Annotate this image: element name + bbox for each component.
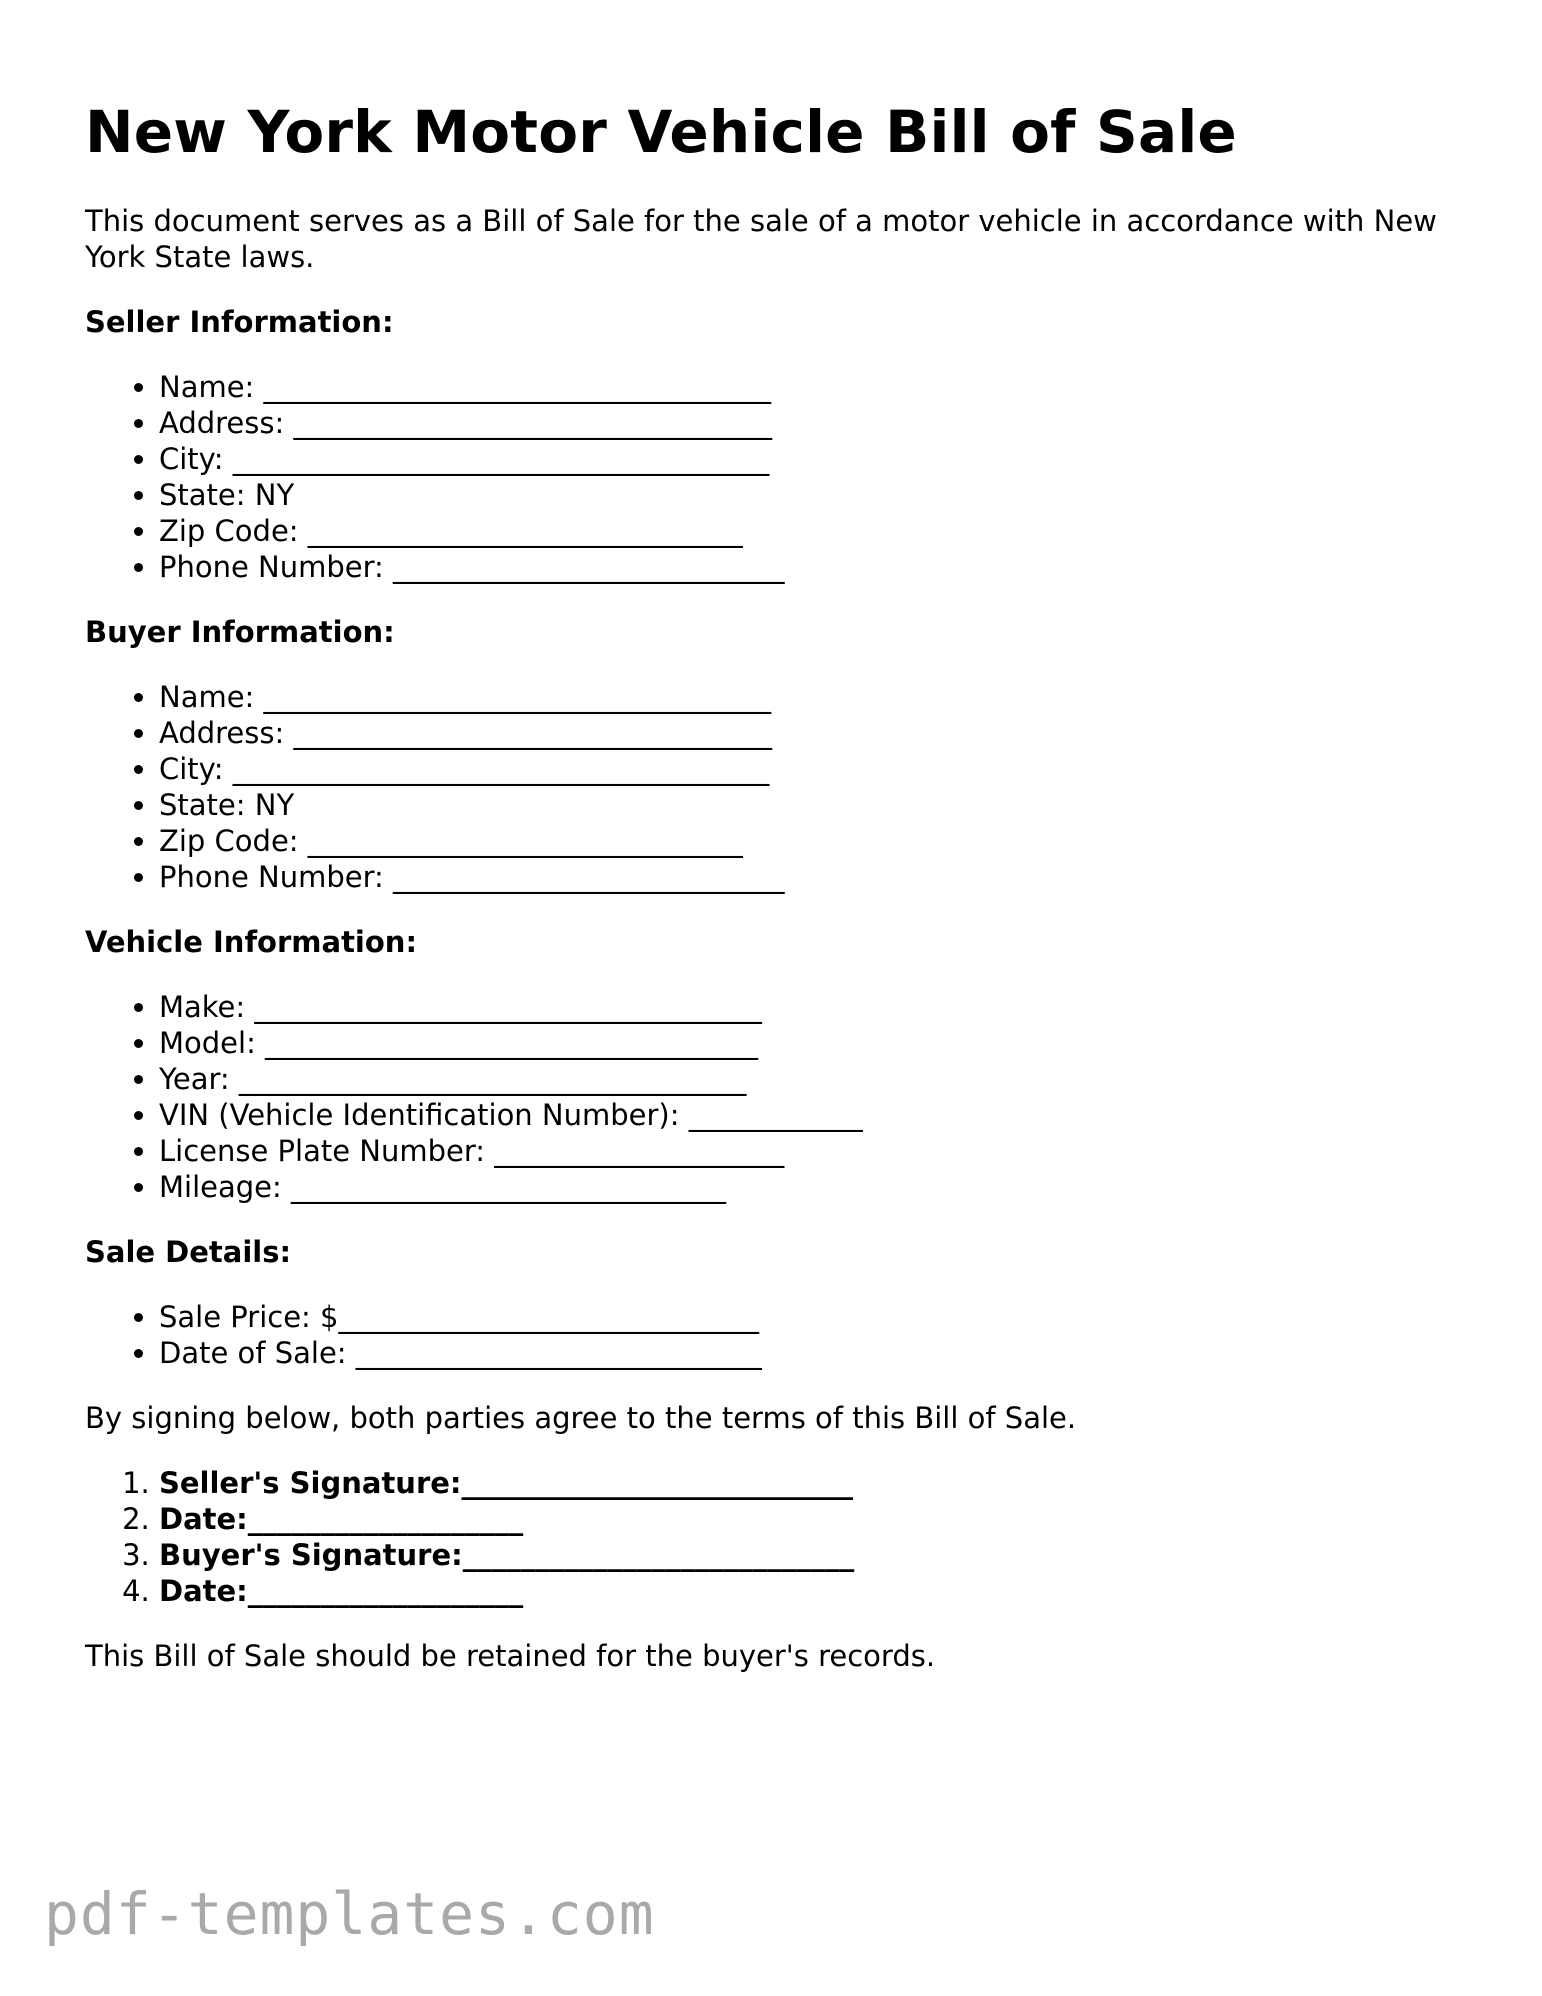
- seller-name-field: • Name: ___________________________________: [159, 369, 1465, 405]
- buyer-zip-field: • Zip Code: ______________________________: [159, 823, 1465, 859]
- vehicle-vin-field: • VIN (Vehicle Identification Number): ____________: [159, 1097, 1465, 1133]
- buyer-phone-field: • Phone Number: ___________________________: [159, 859, 1465, 895]
- vehicle-mileage-field: • Mileage: ______________________________: [159, 1169, 1465, 1205]
- agreement-paragraph: By signing below, both parties agree to the terms of this Bill of Sale.: [85, 1400, 1077, 1435]
- buyer-heading: Buyer Information:: [85, 614, 395, 649]
- buyer-signature-field: 3. Buyer's Signature:___________________________: [159, 1537, 1465, 1573]
- seller-address-field: • Address: _________________________________: [159, 405, 1465, 441]
- vehicle-make-field: • Make: ___________________________________: [159, 989, 1465, 1025]
- seller-heading: Seller Information:: [85, 304, 394, 339]
- buyer-state-field: • State: NY: [159, 787, 1465, 823]
- buyer-date-field: 4. Date:___________________: [159, 1573, 1465, 1609]
- buyer-name-field: • Name: ___________________________________: [159, 679, 1465, 715]
- seller-list: [85, 369, 1465, 585]
- watermark-text: pdf-templates.com: [44, 1880, 655, 1948]
- seller-zip-field: • Zip Code: ______________________________: [159, 513, 1465, 549]
- buyer-address-field: • Address: _________________________________: [159, 715, 1465, 751]
- vehicle-list: [85, 989, 1465, 1205]
- seller-state-field: • State: NY: [159, 477, 1465, 513]
- sale-date-field: • Date of Sale: ____________________________: [159, 1335, 1465, 1371]
- signature-list: [85, 1465, 1465, 1609]
- buyer-list: [85, 679, 1465, 895]
- sale-list: [85, 1299, 1465, 1371]
- buyer-city-field: • City: _____________________________________: [159, 751, 1465, 787]
- document-page: [85, 96, 1465, 1674]
- closing-paragraph: This Bill of Sale should be retained for the buyer's records.: [85, 1638, 936, 1673]
- intro-paragraph: This document serves as a Bill of Sale for the sale of a motor vehicle in accordance with New York State laws.: [85, 203, 1437, 274]
- sale-heading: Sale Details:: [85, 1234, 292, 1269]
- seller-city-field: • City: _____________________________________: [159, 441, 1465, 477]
- document-title: New York Motor Vehicle Bill of Sale: [85, 98, 1237, 166]
- seller-signature-field: 1. Seller's Signature:___________________________: [159, 1465, 1465, 1501]
- vehicle-plate-field: • License Plate Number: ____________________: [159, 1133, 1465, 1169]
- vehicle-year-field: • Year: ___________________________________: [159, 1061, 1465, 1097]
- seller-phone-field: • Phone Number: ___________________________: [159, 549, 1465, 585]
- vehicle-model-field: • Model: __________________________________: [159, 1025, 1465, 1061]
- seller-date-field: 2. Date:___________________: [159, 1501, 1465, 1537]
- sale-price-field: • Sale Price: $_____________________________: [159, 1299, 1465, 1335]
- vehicle-heading: Vehicle Information:: [85, 924, 418, 959]
